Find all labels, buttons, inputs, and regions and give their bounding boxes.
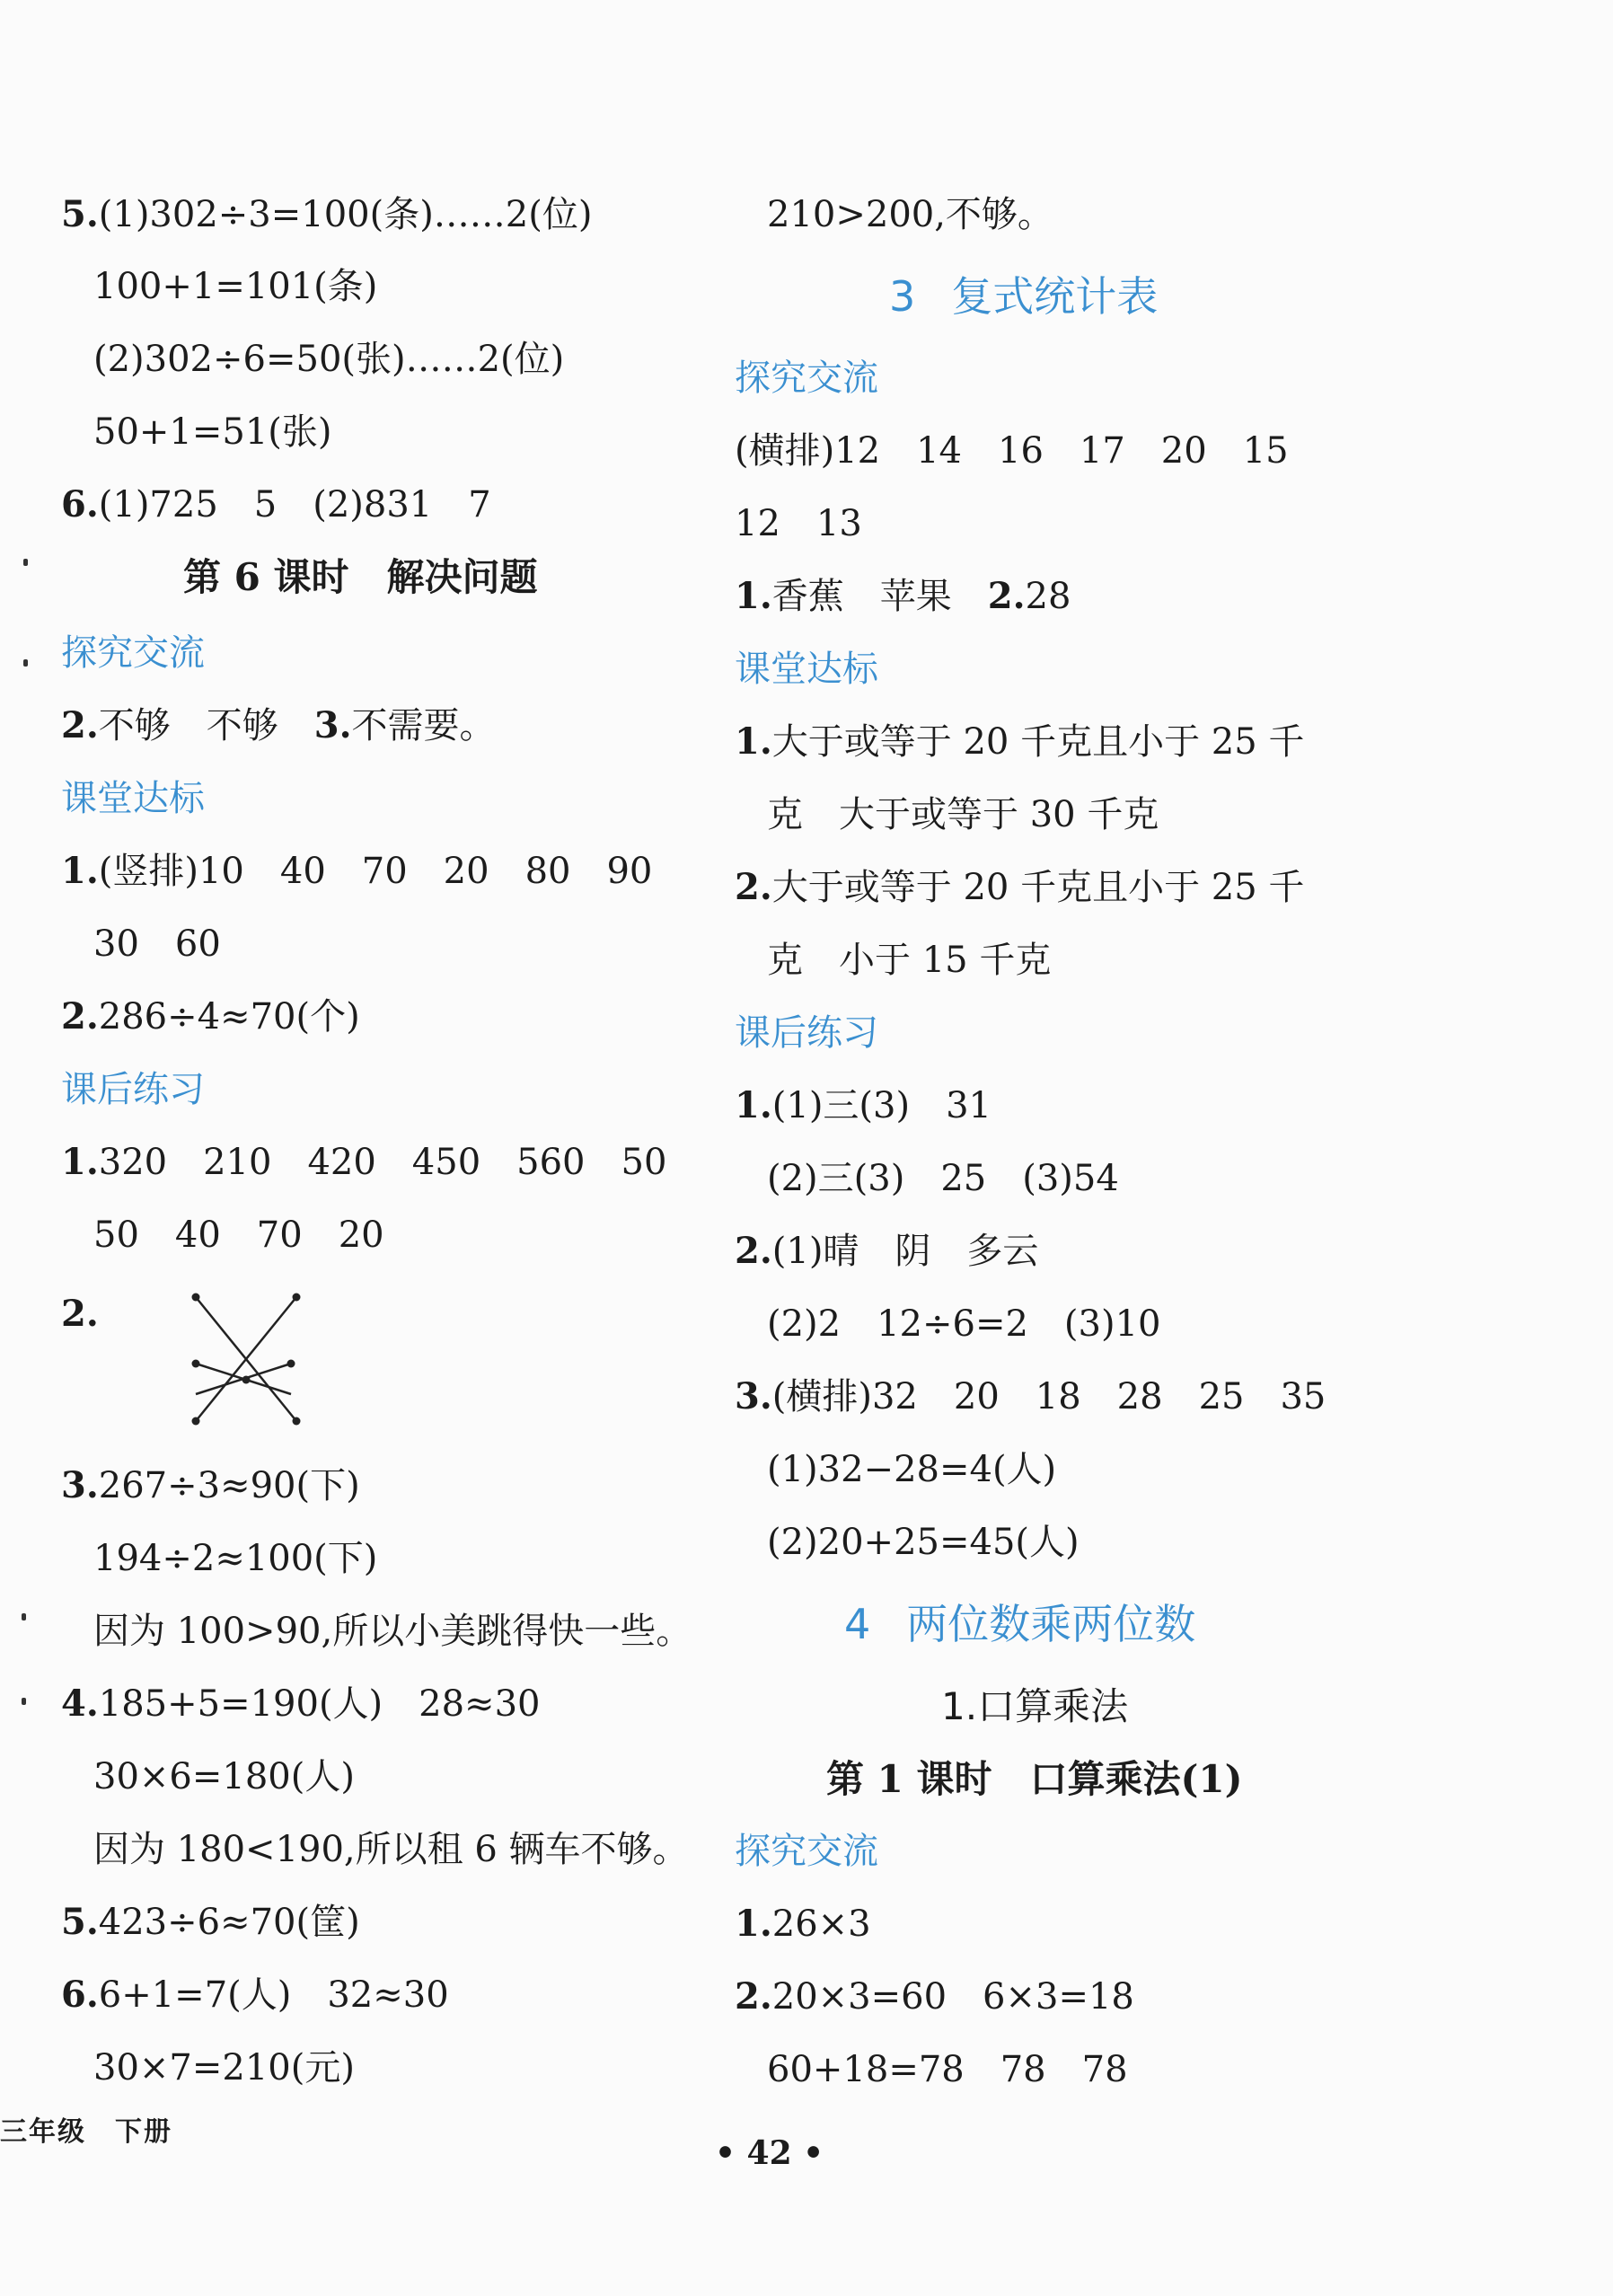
answer-line: 2.: [61, 1293, 99, 1335]
section-heading-explore: 探究交流: [735, 358, 878, 399]
answer-line: 5.(1)302÷3=100(条)……2(位): [61, 193, 593, 235]
answer-line: (1)32−28=4(人): [767, 1449, 1057, 1490]
answer-line: 2.不够 不够 3.不需要。: [61, 704, 496, 746]
answer-line: 3.(横排)32 20 18 28 25 35: [735, 1375, 1327, 1417]
section-heading-class: 课堂达标: [735, 649, 878, 690]
answer-line: 因为 180<190,所以租 6 辆车不够。: [93, 1829, 689, 1870]
lesson-title: 第 1 课时 口算乘法(1): [826, 1757, 1243, 1801]
answer-line: 5.423÷6≈70(筐): [61, 1901, 360, 1943]
answer-line: 克 大于或等于 30 千克: [767, 794, 1159, 835]
section-heading-explore: 探究交流: [61, 632, 205, 674]
answer-line: 30×7=210(元): [93, 2047, 355, 2088]
answer-line: 12 13: [735, 503, 862, 544]
line-matching-diagram: [129, 1286, 336, 1430]
answer-line: 2.大于或等于 20 千克且小于 25 千: [735, 866, 1305, 908]
answer-line: 1.大于或等于 20 千克且小于 25 千: [735, 720, 1305, 763]
chapter-heading: 3 复式统计表: [889, 272, 1159, 321]
answer-line: 60+18=78 78 78: [767, 2049, 1128, 2090]
scan-speck: [22, 1698, 26, 1705]
answer-line: 6.(1)725 5 (2)831 7: [61, 483, 491, 525]
answer-line: 2.20×3=60 6×3=18: [735, 1975, 1134, 2018]
answer-line: (2)2 12÷6=2 (3)10: [767, 1303, 1161, 1345]
answer-line: (横排)12 14 16 17 20 15: [735, 430, 1289, 472]
scan-speck: [23, 559, 28, 566]
answer-line: 100+1=101(条): [93, 266, 378, 307]
answer-line: 50+1=51(张): [93, 411, 332, 453]
section-heading-after: 课后练习: [61, 1069, 205, 1110]
answer-line: 1.(1)三(3) 31: [735, 1084, 992, 1126]
answer-line: 2.(1)晴 阴 多云: [735, 1230, 1039, 1272]
answer-line: 194÷2≈100(下): [93, 1538, 378, 1579]
answer-line: 1.(竖排)10 40 70 20 80 90: [61, 850, 653, 892]
section-heading-after: 课后练习: [735, 1012, 878, 1054]
chapter-heading: 4 两位数乘两位数: [844, 1600, 1196, 1648]
lesson-title: 第 6 课时 解决问题: [183, 555, 538, 599]
answer-line: 因为 100>90,所以小美跳得快一些。: [93, 1611, 692, 1652]
answer-line: 1.320 210 420 450 560 50: [61, 1141, 667, 1183]
scan-speck: [23, 659, 28, 667]
answer-line: (2)三(3) 25 (3)54: [767, 1158, 1119, 1199]
page-number: • 42 •: [715, 2134, 824, 2172]
answer-line: (2)302÷6=50(张)……2(位): [93, 339, 565, 380]
answer-line: 1.香蕉 苹果 2.28: [735, 575, 1071, 617]
answer-line: 1.26×3: [735, 1903, 871, 1945]
footer-grade: 三年级 下册: [0, 2116, 172, 2148]
answer-line: 克 小于 15 千克: [767, 940, 1052, 981]
answer-line: (2)20+25=45(人): [767, 1522, 1080, 1563]
scan-speck: [22, 1613, 26, 1620]
answer-line: 50 40 70 20: [93, 1214, 384, 1256]
answer-line: 3.267÷3≈90(下): [61, 1464, 360, 1506]
answer-line: 4.185+5=190(人) 28≈30: [61, 1682, 541, 1725]
section-heading-class: 课堂达标: [61, 778, 205, 819]
answer-line: 30×6=180(人): [93, 1756, 355, 1797]
answer-line: 6.6+1=7(人) 32≈30: [61, 1974, 449, 2016]
section-heading-explore: 探究交流: [735, 1831, 878, 1872]
subsection-title: 1.口算乘法: [941, 1684, 1129, 1728]
answer-line: 210>200,不够。: [767, 194, 1053, 235]
answer-line: 30 60: [93, 923, 221, 965]
answer-line: 2.286÷4≈70(个): [61, 995, 360, 1038]
